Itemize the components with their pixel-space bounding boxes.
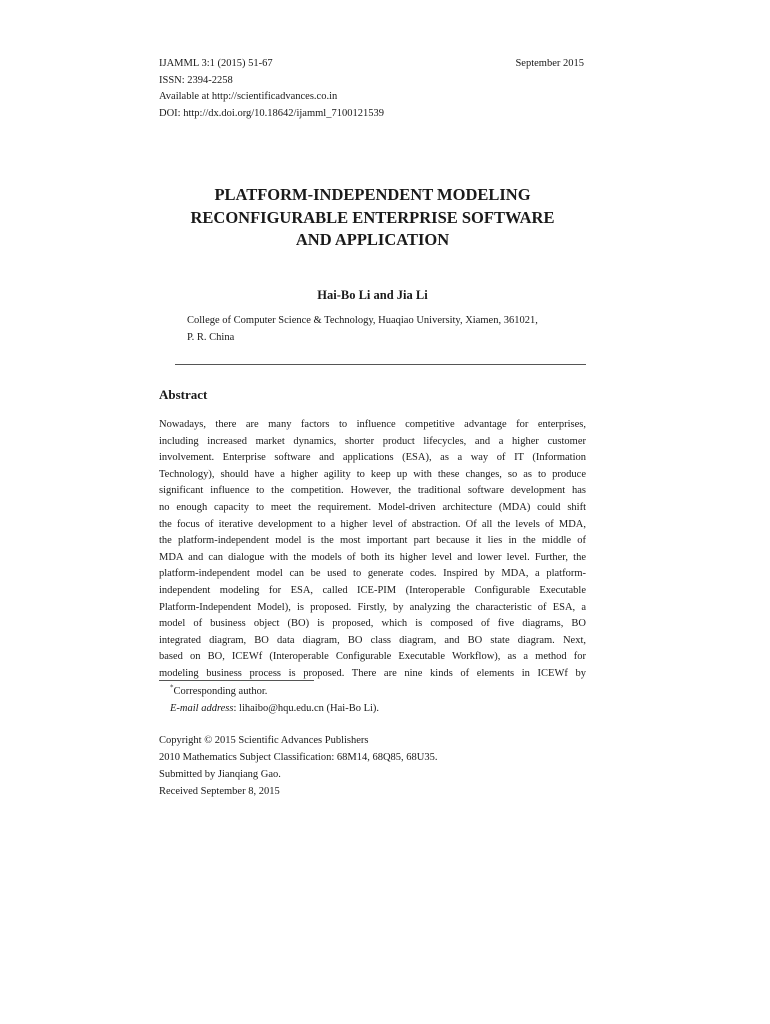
abstract-heading: Abstract xyxy=(159,387,208,402)
affiliation xyxy=(187,312,567,346)
title-line-3: AND APPLICATION xyxy=(295,230,450,249)
abstract-line: model of business object (BO) is proposed, which is composed of five diagrams, BO xyxy=(159,618,586,630)
abstract-line: the platform-independent model is the most important part because it lies in the middle of xyxy=(159,535,586,547)
submitted-by: Submitted by Jianqiang Gao. xyxy=(159,769,281,780)
copyright: Copyright © 2015 Scientific Advances Publishers xyxy=(159,735,369,746)
abstract-body xyxy=(159,417,586,683)
affiliation-line-1: College of Computer Science & Technology, Huaqiao University, Xiamen, 361021, xyxy=(187,315,538,326)
abstract-line: integrated diagram, BO data diagram, BO class diagram, and BO state diagram. Next, xyxy=(159,634,586,646)
publication-date: September 2015 xyxy=(515,58,584,69)
publication-metadata xyxy=(159,732,438,800)
abstract-line: Platform-Independent Model), is proposed. Firstly, by analyzing the characteristic of ESA, a xyxy=(159,601,586,613)
abstract-line: no enough capacity to meet the requirement. Model-driven architecture (MDA) could shift xyxy=(159,501,586,513)
section-divider xyxy=(175,364,586,365)
email-note xyxy=(170,700,379,717)
abstract-line: modeling business process is proposed. There are nine kinds of elements in ICEWf by xyxy=(159,667,586,679)
received-date: Received September 8, 2015 xyxy=(159,786,280,797)
journal-reference: IJAMML 3:1 (2015) 51-67 xyxy=(159,58,273,69)
title-line-2: RECONFIGURABLE ENTERPRISE SOFTWARE xyxy=(190,207,555,227)
footnotes xyxy=(170,683,379,717)
affiliation-line-2: P. R. China xyxy=(187,332,235,343)
issn: ISSN: 2394-2258 xyxy=(159,74,233,86)
availability-url: Available at http://scientificadvances.co.in xyxy=(159,91,338,102)
title-line-1: PLATFORM-INDEPENDENT MODELING xyxy=(214,185,531,204)
abstract-line: independent modeling for ESA, called ICE-PIM (Interoperable Configurable Executable xyxy=(159,584,586,596)
doi-link: DOI: http://dx.doi.org/10.18642/ijamml_7100121539 xyxy=(159,107,384,119)
footnote-divider xyxy=(159,680,314,681)
abstract-line: platform-independent model can be used to generate codes. Inspired by MDA, a platform- xyxy=(159,568,586,580)
abstract-line: Nowadays, there are many factors to influence competitive advantage for enterprises, xyxy=(159,419,586,430)
abstract-line: the focus of iterative development to a higher level of abstraction. Of all the levels of MDA, xyxy=(159,518,586,530)
abstract-line: involvement. Enterprise software and applications (ESA), as a way of IT (Information xyxy=(159,452,586,464)
footnote-marker: * xyxy=(170,683,174,692)
journal-header xyxy=(159,56,384,122)
corresponding-author-note xyxy=(170,683,379,700)
corresponding-author-label: Corresponding author. xyxy=(173,686,268,697)
email-address: : lihaibo@hqu.edu.cn (Hai-Bo Li). xyxy=(233,703,380,714)
abstract-line: significant influence to the competition. However, the traditional software development has xyxy=(159,485,586,497)
abstract-line: MDA and can dialogue with the models of both its higher level and lower level. Further, the xyxy=(159,551,586,563)
email-label: E-mail address xyxy=(170,703,234,714)
abstract-line: including increased market dynamics, shorter product lifecycles, and a higher customer xyxy=(159,435,586,447)
abstract-line: Technology), should have a higher agility to keep up with these changes, so as to produce xyxy=(159,468,586,480)
subject-classification: 2010 Mathematics Subject Classification: 68M14, 68Q85, 68U35. xyxy=(159,752,438,763)
paper-title xyxy=(159,184,586,252)
abstract-line: based on BO, ICEWf (Interoperable Configurable Executable Workflow), as a method for xyxy=(159,651,586,663)
authors: Hai-Bo Li and Jia Li xyxy=(317,288,428,302)
